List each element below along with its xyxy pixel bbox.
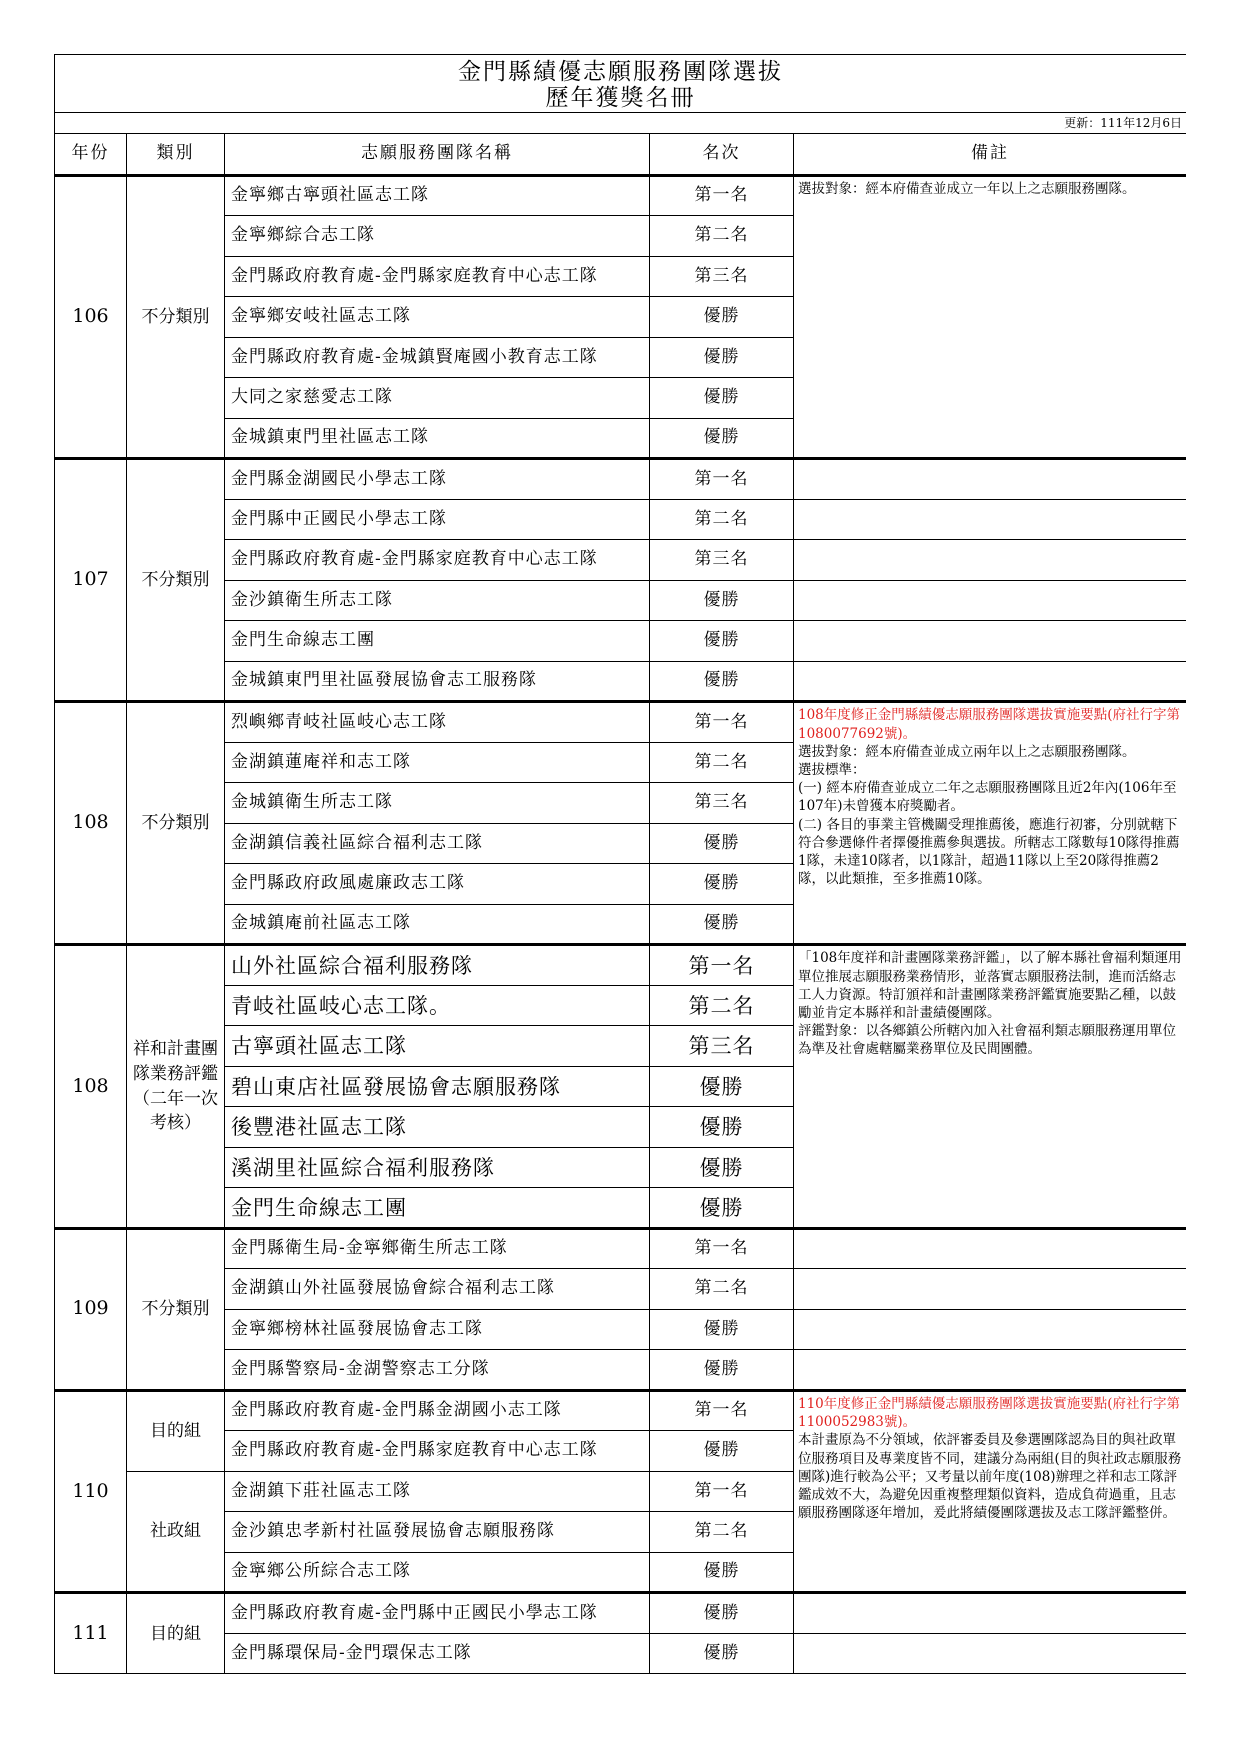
team-name: 金湖鎮信義社區綜合福利志工隊 <box>225 823 650 864</box>
rank-cell: 優勝 <box>650 1066 794 1107</box>
team-name: 金門縣金湖國民小學志工隊 <box>225 459 650 500</box>
table-row <box>55 1633 1187 1674</box>
team-name: 金寧鄉榜林社區發展協會志工隊 <box>225 1309 650 1350</box>
table-row <box>55 661 1187 702</box>
rank-cell: 第二名 <box>650 216 794 257</box>
rank-cell: 優勝 <box>650 1107 794 1148</box>
team-name: 金湖鎮山外社區發展協會綜合福利志工隊 <box>225 1269 650 1310</box>
category-cell: 祥和計畫團隊業務評鑑（二年一次考核） <box>127 945 225 1229</box>
rank-cell: 第二名 <box>650 499 794 540</box>
year-cell: 111 <box>55 1593 127 1674</box>
rank-cell: 第一名 <box>650 945 794 986</box>
header-team: 志願服務團隊名稱 <box>225 133 650 175</box>
remark-cell <box>794 459 1187 500</box>
table-row <box>55 1390 1187 1431</box>
team-name: 金門縣政府教育處-金門縣中正國民小學志工隊 <box>225 1593 650 1634</box>
rank-cell: 優勝 <box>650 1431 794 1472</box>
category-cell: 不分類別 <box>127 1228 225 1390</box>
team-name: 金湖鎮蓮庵祥和志工隊 <box>225 742 650 783</box>
rank-cell: 優勝 <box>650 1593 794 1634</box>
updated-date: 更新：111年12月6日 <box>55 112 1187 133</box>
category-cell: 不分類別 <box>127 175 225 459</box>
remark-cell <box>794 1350 1187 1391</box>
rank-cell: 第一名 <box>650 702 794 743</box>
rank-cell: 第二名 <box>650 742 794 783</box>
team-name: 金門縣環保局-金門環保志工隊 <box>225 1633 650 1674</box>
remark-cell <box>794 1309 1187 1350</box>
team-name: 金城鎮衛生所志工隊 <box>225 783 650 824</box>
remark-cell <box>794 661 1187 702</box>
team-name: 金寧鄉綜合志工隊 <box>225 216 650 257</box>
team-name: 後豐港社區志工隊 <box>225 1107 650 1148</box>
team-name: 金門縣政府教育處-金門縣金湖國小志工隊 <box>225 1390 650 1431</box>
year-cell: 109 <box>55 1228 127 1390</box>
remark-cell <box>794 1633 1187 1674</box>
table-row <box>55 580 1187 621</box>
team-name: 金城鎮東門里社區發展協會志工服務隊 <box>225 661 650 702</box>
rank-cell: 優勝 <box>650 823 794 864</box>
table-row <box>55 499 1187 540</box>
remark-cell <box>794 580 1187 621</box>
table-row <box>55 1593 1187 1634</box>
rank-cell: 優勝 <box>650 621 794 662</box>
header-year: 年份 <box>55 133 127 175</box>
table-row <box>55 1309 1187 1350</box>
table-row <box>55 702 1187 743</box>
rank-cell: 第二名 <box>650 1512 794 1553</box>
rank-cell: 優勝 <box>650 1552 794 1593</box>
remark-line: 選拔標準： <box>798 762 866 779</box>
rank-cell: 優勝 <box>650 580 794 621</box>
team-name: 金湖鎮下莊社區志工隊 <box>225 1471 650 1512</box>
year-cell: 108 <box>55 945 127 1229</box>
table-row <box>55 1269 1187 1310</box>
rank-cell: 第三名 <box>650 1026 794 1067</box>
rank-cell: 優勝 <box>650 418 794 459</box>
remark-cell <box>794 1269 1187 1310</box>
header-category: 類別 <box>127 133 225 175</box>
header-note: 備註 <box>794 133 1187 175</box>
rank-cell: 優勝 <box>650 1350 794 1391</box>
remark-cell <box>794 1593 1187 1634</box>
year-cell: 110 <box>55 1390 127 1593</box>
table-row <box>55 945 1187 986</box>
award-roster-sheet <box>54 54 1186 1694</box>
rank-cell: 優勝 <box>650 1633 794 1674</box>
remark-cell <box>794 621 1187 662</box>
year-cell: 107 <box>55 459 127 702</box>
remark-line: (一) 經本府備查並成立二年之志願服務團隊且近2年內(106年至107年)未曾獲本府獎勵者。 <box>798 780 1177 815</box>
rank-cell: 第一名 <box>650 459 794 500</box>
rank-cell: 第三名 <box>650 540 794 581</box>
year-cell: 108 <box>55 702 127 945</box>
category-cell: 不分類別 <box>127 459 225 702</box>
remark-cell <box>794 1390 1187 1593</box>
category-cell: 目的組 <box>127 1390 225 1471</box>
remark-cell <box>794 540 1187 581</box>
table-row <box>55 1228 1187 1269</box>
team-name: 金門生命線志工團 <box>225 1188 650 1229</box>
rank-cell: 第三名 <box>650 783 794 824</box>
table-row <box>55 621 1187 662</box>
team-name: 金門縣政府教育處-金門縣家庭教育中心志工隊 <box>225 256 650 297</box>
rank-cell: 第二名 <box>650 1269 794 1310</box>
rank-cell: 第一名 <box>650 175 794 216</box>
page-subtitle: 歷年獲獎名冊 <box>55 85 1187 112</box>
table-row <box>55 1350 1187 1391</box>
team-name: 大同之家慈愛志工隊 <box>225 378 650 419</box>
year-cell: 106 <box>55 175 127 459</box>
remark-line: 評鑑對象：以各鄉鎮公所轄內加入社會福利類志願服務運用單位為準及社會處轄屬業務單位及民間團體。 <box>798 1023 1176 1058</box>
team-name: 古寧頭社區志工隊 <box>225 1026 650 1067</box>
remark-cell <box>794 945 1187 1229</box>
team-name: 金門縣中正國民小學志工隊 <box>225 499 650 540</box>
page-title: 金門縣績優志願服務團隊選拔 <box>55 55 1187 86</box>
table-row <box>55 459 1187 500</box>
category-cell: 不分類別 <box>127 702 225 945</box>
remark-amendment: 108年度修正金門縣績優志願服務團隊選拔實施要點(府社行字第1080077692號)。 <box>798 707 1181 742</box>
rank-cell: 第三名 <box>650 256 794 297</box>
table-row <box>55 540 1187 581</box>
header-row <box>55 133 1187 175</box>
rank-cell: 第一名 <box>650 1471 794 1512</box>
team-name: 烈嶼鄉青岐社區岐心志工隊 <box>225 702 650 743</box>
team-name: 金城鎮庵前社區志工隊 <box>225 904 650 945</box>
team-name: 金寧鄉安岐社區志工隊 <box>225 297 650 338</box>
rank-cell: 優勝 <box>650 661 794 702</box>
rank-cell: 優勝 <box>650 378 794 419</box>
rank-cell: 第一名 <box>650 1228 794 1269</box>
remark-line: 選拔對象：經本府備查並成立兩年以上之志願服務團隊。 <box>798 743 1136 760</box>
team-name: 金寧鄉公所綜合志工隊 <box>225 1552 650 1593</box>
team-name: 金門縣政府教育處-金門縣家庭教育中心志工隊 <box>225 540 650 581</box>
rank-cell: 優勝 <box>650 904 794 945</box>
team-name: 金門生命線志工團 <box>225 621 650 662</box>
team-name: 金門縣政府教育處-金門縣家庭教育中心志工隊 <box>225 1431 650 1472</box>
category-cell: 社政組 <box>127 1471 225 1593</box>
team-name: 金寧鄉古寧頭社區志工隊 <box>225 175 650 216</box>
rank-cell: 優勝 <box>650 297 794 338</box>
remark-cell <box>794 175 1187 459</box>
team-name: 青岐社區岐心志工隊。 <box>225 985 650 1026</box>
team-name: 山外社區綜合福利服務隊 <box>225 945 650 986</box>
remark-cell <box>794 1228 1187 1269</box>
rank-cell: 優勝 <box>650 337 794 378</box>
team-name: 金門縣政府教育處-金城鎮賢庵國小教育志工隊 <box>225 337 650 378</box>
rank-cell: 優勝 <box>650 1309 794 1350</box>
team-name: 金門縣警察局-金湖警察志工分隊 <box>225 1350 650 1391</box>
team-name: 金門縣衛生局-金寧鄉衛生所志工隊 <box>225 1228 650 1269</box>
remark-line: (二) 各目的事業主管機關受理推薦後，應進行初審，分別就轄下符合參選條件者擇優推薦參與選拔。所轄志工隊數每10隊得推薦1隊，未達10隊者，以1隊計，超過11隊以上至20隊得推薦2隊，以此類推，至多推薦10隊。 <box>798 816 1180 888</box>
category-cell: 目的組 <box>127 1593 225 1674</box>
header-rank: 名次 <box>650 133 794 175</box>
rank-cell: 優勝 <box>650 864 794 905</box>
remark-cell <box>794 702 1187 945</box>
team-name: 金沙鎮衛生所志工隊 <box>225 580 650 621</box>
remark-line: 本計畫原為不分領域，依評審委員及參選團隊認為目的與社政單位服務項目及專業度皆不同，建議分為兩組(目的與社政志願服務團隊)進行較為公平；又考量以前年度(108)辦理之祥和志工隊評鑑成效不大，為避免因重複整理類似資料，造成負荷過重，且志願服務團隊逐年增加，爰此將績優團隊選拔及志工隊評鑑整併。 <box>798 1432 1182 1522</box>
remark-cell <box>794 499 1187 540</box>
rank-cell: 優勝 <box>650 1188 794 1229</box>
team-name: 金門縣政府政風處廉政志工隊 <box>225 864 650 905</box>
remark-amendment: 110年度修正金門縣績優志願服務團隊選拔實施要點(府社行字第1100052983號)。 <box>798 1395 1181 1431</box>
team-name: 溪湖里社區綜合福利服務隊 <box>225 1147 650 1188</box>
team-name: 金城鎮東門里社區志工隊 <box>225 418 650 459</box>
rank-cell: 優勝 <box>650 1147 794 1188</box>
team-name: 金沙鎮忠孝新村社區發展協會志願服務隊 <box>225 1512 650 1553</box>
award-table <box>54 54 1186 1674</box>
rank-cell: 第一名 <box>650 1390 794 1431</box>
remark-line: 選拔對象：經本府備查並成立一年以上之志願服務團隊。 <box>798 180 1136 197</box>
team-name: 碧山東店社區發展協會志願服務隊 <box>225 1066 650 1107</box>
rank-cell: 第二名 <box>650 985 794 1026</box>
table-row <box>55 175 1187 216</box>
remark-line: 「108年度祥和計畫團隊業務評鑑」，以了解本縣社會福利類運用單位推展志願服務業務情形，並落實志願服務法制，進而活絡志工人力資源。特訂頒祥和計畫團隊業務評鑑實施要點乙種，以鼓勵並肯定本縣祥和計畫績優團隊。 <box>798 950 1182 1022</box>
